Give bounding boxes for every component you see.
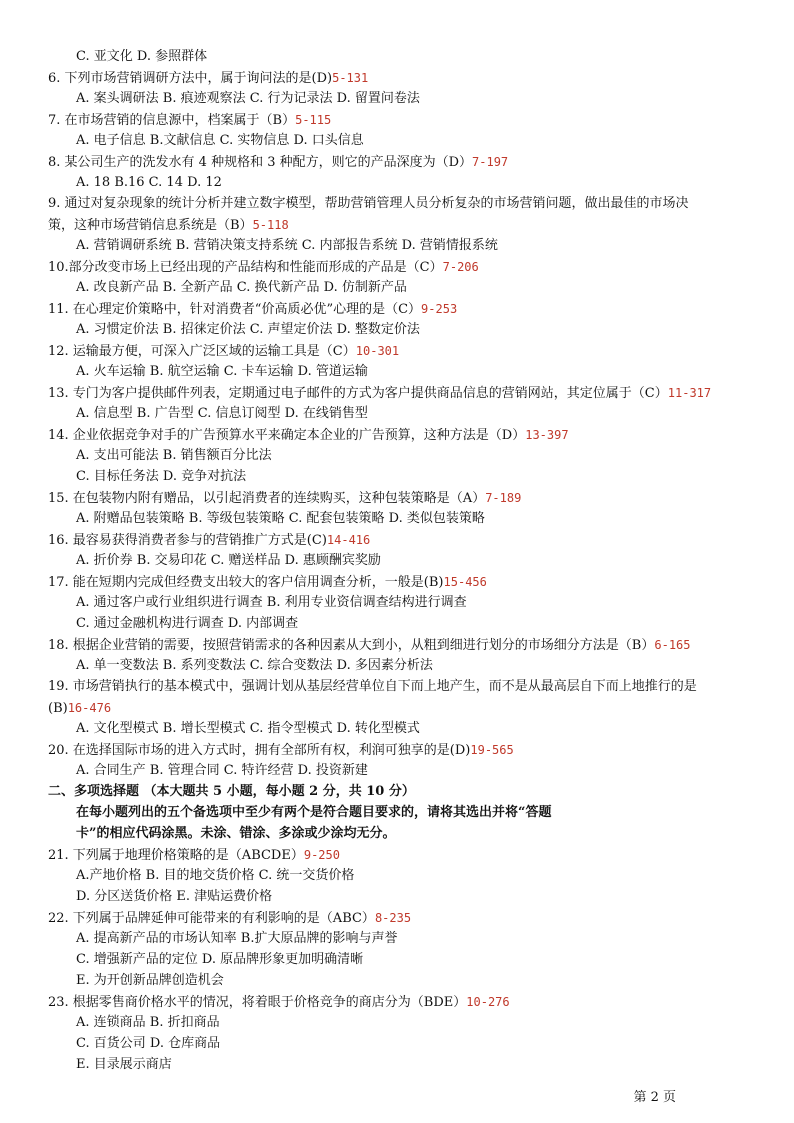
line-text: C. 通过金融机构进行调查 D. 内部调查	[76, 616, 299, 631]
question-line	[48, 340, 754, 362]
line-text: A. 案头调研法 B. 痕迹观察法 C. 行为记录法 D. 留置问卷法	[76, 91, 420, 106]
line-text: 11. 在心理定价策略中，针对消费者“价高质必优”心理的是（C）	[48, 302, 422, 317]
line-text: A. 附赠品包装策略 B. 等级包装策略 C. 配套包装策略 D. 类似包装策略	[76, 511, 485, 526]
page-reference: 9-253	[421, 302, 458, 316]
line-text: A. 电子信息 B.文献信息 C. 实物信息 D. 口头信息	[76, 133, 364, 148]
option-line	[76, 928, 754, 950]
line-text: 10.部分改变市场上已经出现的产品结构和性能而形成的产品是（C）	[48, 260, 443, 275]
page-reference: 7-189	[485, 491, 522, 505]
option-line	[76, 613, 754, 635]
line-text: 23. 根据零售商价格水平的情况，将着眼于价格竞争的商店分为（BDE）	[48, 995, 467, 1010]
page-reference: 11-317	[667, 386, 712, 400]
page-reference: 16-476	[67, 701, 112, 715]
option-line	[76, 802, 754, 824]
page-reference: 19-565	[470, 743, 514, 757]
line-text: A. 合同生产 B. 管理合同 C. 特许经营 D. 投资新建	[76, 763, 368, 778]
line-text: E. 目录展示商店	[76, 1057, 172, 1072]
question-line	[48, 571, 754, 593]
line-text: 21. 下列属于地理价格策略的是（ABCDE）	[48, 848, 304, 863]
option-line	[76, 361, 754, 383]
page-reference: 8-235	[374, 911, 412, 925]
line-text: 19. 市场营销执行的基本模式中，强调计划从基层经营单位自下而上地产生，而不是从最高层自下而上地推行的是	[48, 679, 697, 694]
line-text: 13. 专门为客户提供邮件列表，定期通过电子邮件的方式为客户提供商品信息的营销网站，其定位属于（C）	[48, 386, 668, 401]
line-text: A. 信息型 B. 广告型 C. 信息订阅型 D. 在线销售型	[76, 406, 368, 421]
line-text: D. 分区送货价格 E. 津贴运费价格	[76, 889, 273, 904]
line-text: A. 文化型模式 B. 增长型模式 C. 指令型模式 D. 转化型模式	[76, 721, 420, 736]
option-line	[76, 277, 754, 299]
question-line	[48, 739, 754, 761]
question-line	[48, 193, 754, 215]
question-line	[48, 151, 754, 173]
line-text: 二、多项选择题 （本大题共 5 小题，每小题 2 分，共 10 分）	[48, 784, 415, 799]
question-line	[48, 676, 754, 698]
section-heading	[48, 781, 754, 803]
option-line	[76, 1033, 754, 1055]
page-reference: 9-250	[303, 848, 340, 862]
question-line	[48, 529, 754, 551]
question-line	[48, 67, 754, 89]
line-text: 12. 运输最方便，可深入广泛区域的运输工具是（C）	[48, 344, 356, 359]
line-text: 17. 能在短期内完成但经费支出较大的客户信用调查分析，一般是(B)	[48, 575, 444, 590]
question-line	[48, 298, 754, 320]
line-text: E. 为开创新品牌创造机会	[76, 973, 224, 988]
question-line	[48, 487, 754, 509]
line-text: 18. 根据企业营销的需要，按照营销需求的各种因素从大到小，从粗到细进行划分的市场细分方法是（B）	[48, 638, 655, 653]
option-line	[76, 718, 754, 740]
line-text: 8. 某公司生产的洗发水有 4 种规格和 3 种配方，则它的产品深度为（D）	[48, 155, 473, 170]
option-line	[76, 592, 754, 614]
line-text: A. 通过客户或行业组织进行调查 B. 利用专业资信调查结构进行调查	[76, 595, 467, 610]
line-text: C. 百货公司 D. 仓库商品	[76, 1036, 221, 1051]
line-text: A.产地价格 B. 目的地交货价格 C. 统一交货价格	[76, 868, 355, 883]
page-reference: 10-301	[355, 344, 400, 358]
option-line	[76, 235, 754, 257]
question-line	[48, 424, 754, 446]
line-text: 15. 在包装物内附有赠品，以引起消费者的连续购买，这种包装策略是（A）	[48, 491, 486, 506]
option-line	[76, 130, 754, 152]
page-reference: 5-131	[332, 71, 369, 85]
question-line	[48, 697, 754, 719]
line-text: 卡”的相应代码涂黑。未涂、错涂、多涂或少涂均无分。	[76, 826, 396, 841]
question-line	[48, 214, 754, 236]
line-text: 20. 在选择国际市场的进入方式时，拥有全部所有权，利润可独享的是(D)	[48, 743, 471, 758]
line-text: C. 亚文化 D. 参照群体	[76, 49, 208, 64]
page-reference: 15-456	[443, 575, 487, 589]
option-line	[76, 319, 754, 341]
line-text: A. 提高新产品的市场认知率 B.扩大原品牌的影响与声誉	[76, 931, 398, 946]
option-line	[76, 760, 754, 782]
line-text: 在每小题列出的五个备选项中至少有两个是符合题目要求的，请将其选出并将“答题	[76, 805, 552, 820]
option-line	[76, 886, 754, 908]
line-text: A. 连锁商品 B. 折扣商品	[76, 1015, 220, 1030]
option-line	[76, 655, 754, 677]
option-line	[76, 46, 754, 68]
line-text: (B)	[48, 701, 68, 716]
line-text: A. 火车运输 B. 航空运输 C. 卡车运输 D. 管道运输	[76, 364, 368, 379]
option-line	[76, 970, 754, 992]
option-line	[76, 445, 754, 467]
option-line	[76, 949, 754, 971]
line-text: A. 改良新产品 B. 全新产品 C. 换代新产品 D. 仿制新产品	[76, 280, 407, 295]
line-text: A. 折价券 B. 交易印花 C. 赠送样品 D. 惠顾酬宾奖励	[76, 553, 381, 568]
question-line	[48, 991, 754, 1013]
question-line	[48, 844, 754, 866]
line-text: 14. 企业依据竞争对手的广告预算水平来确定本企业的广告预算，这种方法是（D）	[48, 428, 526, 443]
page-reference: 10-276	[466, 995, 510, 1009]
page-reference: 7-206	[442, 260, 479, 274]
question-line	[48, 382, 754, 404]
line-text: A. 单一变数法 B. 系列变数法 C. 综合变数法 D. 多因素分析法	[76, 658, 433, 673]
line-text: A. 营销调研系统 B. 营销决策支持系统 C. 内部报告系统 D. 营销情报系统	[76, 238, 498, 253]
option-line	[76, 865, 754, 887]
question-line	[48, 634, 754, 656]
line-text: A. 18 B.16 C. 14 D. 12	[76, 175, 222, 190]
question-line	[48, 109, 754, 131]
option-line	[76, 466, 754, 488]
line-text: A. 习惯定价法 B. 招徕定价法 C. 声望定价法 D. 整数定价法	[76, 322, 420, 337]
option-line	[76, 1054, 754, 1076]
page-reference: 13-397	[525, 428, 569, 442]
option-line	[76, 88, 754, 110]
line-text: 6. 下列市场营销调研方法中，属于询问法的是(D)	[48, 71, 333, 86]
line-text: C. 增强新产品的定位 D. 原品牌形象更加明确清晰	[76, 952, 364, 967]
option-line	[76, 508, 754, 530]
line-text: A. 支出可能法 B. 销售额百分比法	[76, 448, 272, 463]
question-line	[48, 907, 754, 929]
line-text: 9. 通过对复杂现象的统计分析并建立数字模型，帮助营销管理人员分析复杂的市场营销问题，做出最佳的市场决	[48, 196, 689, 211]
line-text: 策，这种市场营销信息系统是（B）	[48, 218, 253, 233]
option-line	[76, 172, 754, 194]
page-number: 第 2 页	[633, 1090, 676, 1105]
option-line	[76, 550, 754, 572]
line-text: 7. 在市场营销的信息源中，档案属于（B）	[48, 113, 296, 128]
page-reference: 6-165	[654, 638, 691, 652]
line-text: 22. 下列属于品牌延伸可能带来的有利影响的是（ABC）	[48, 911, 375, 926]
line-text: 16. 最容易获得消费者参与的营销推广方式是(C)	[48, 533, 327, 548]
option-line	[76, 403, 754, 425]
option-line	[76, 1012, 754, 1034]
question-line	[48, 256, 754, 278]
page-reference: 14-416	[326, 533, 371, 547]
line-text: C. 目标任务法 D. 竞争对抗法	[76, 469, 247, 484]
page-reference: 5-115	[295, 113, 332, 127]
page-reference: 5-118	[252, 218, 289, 232]
option-line	[76, 823, 754, 845]
page-reference: 7-197	[472, 155, 509, 169]
